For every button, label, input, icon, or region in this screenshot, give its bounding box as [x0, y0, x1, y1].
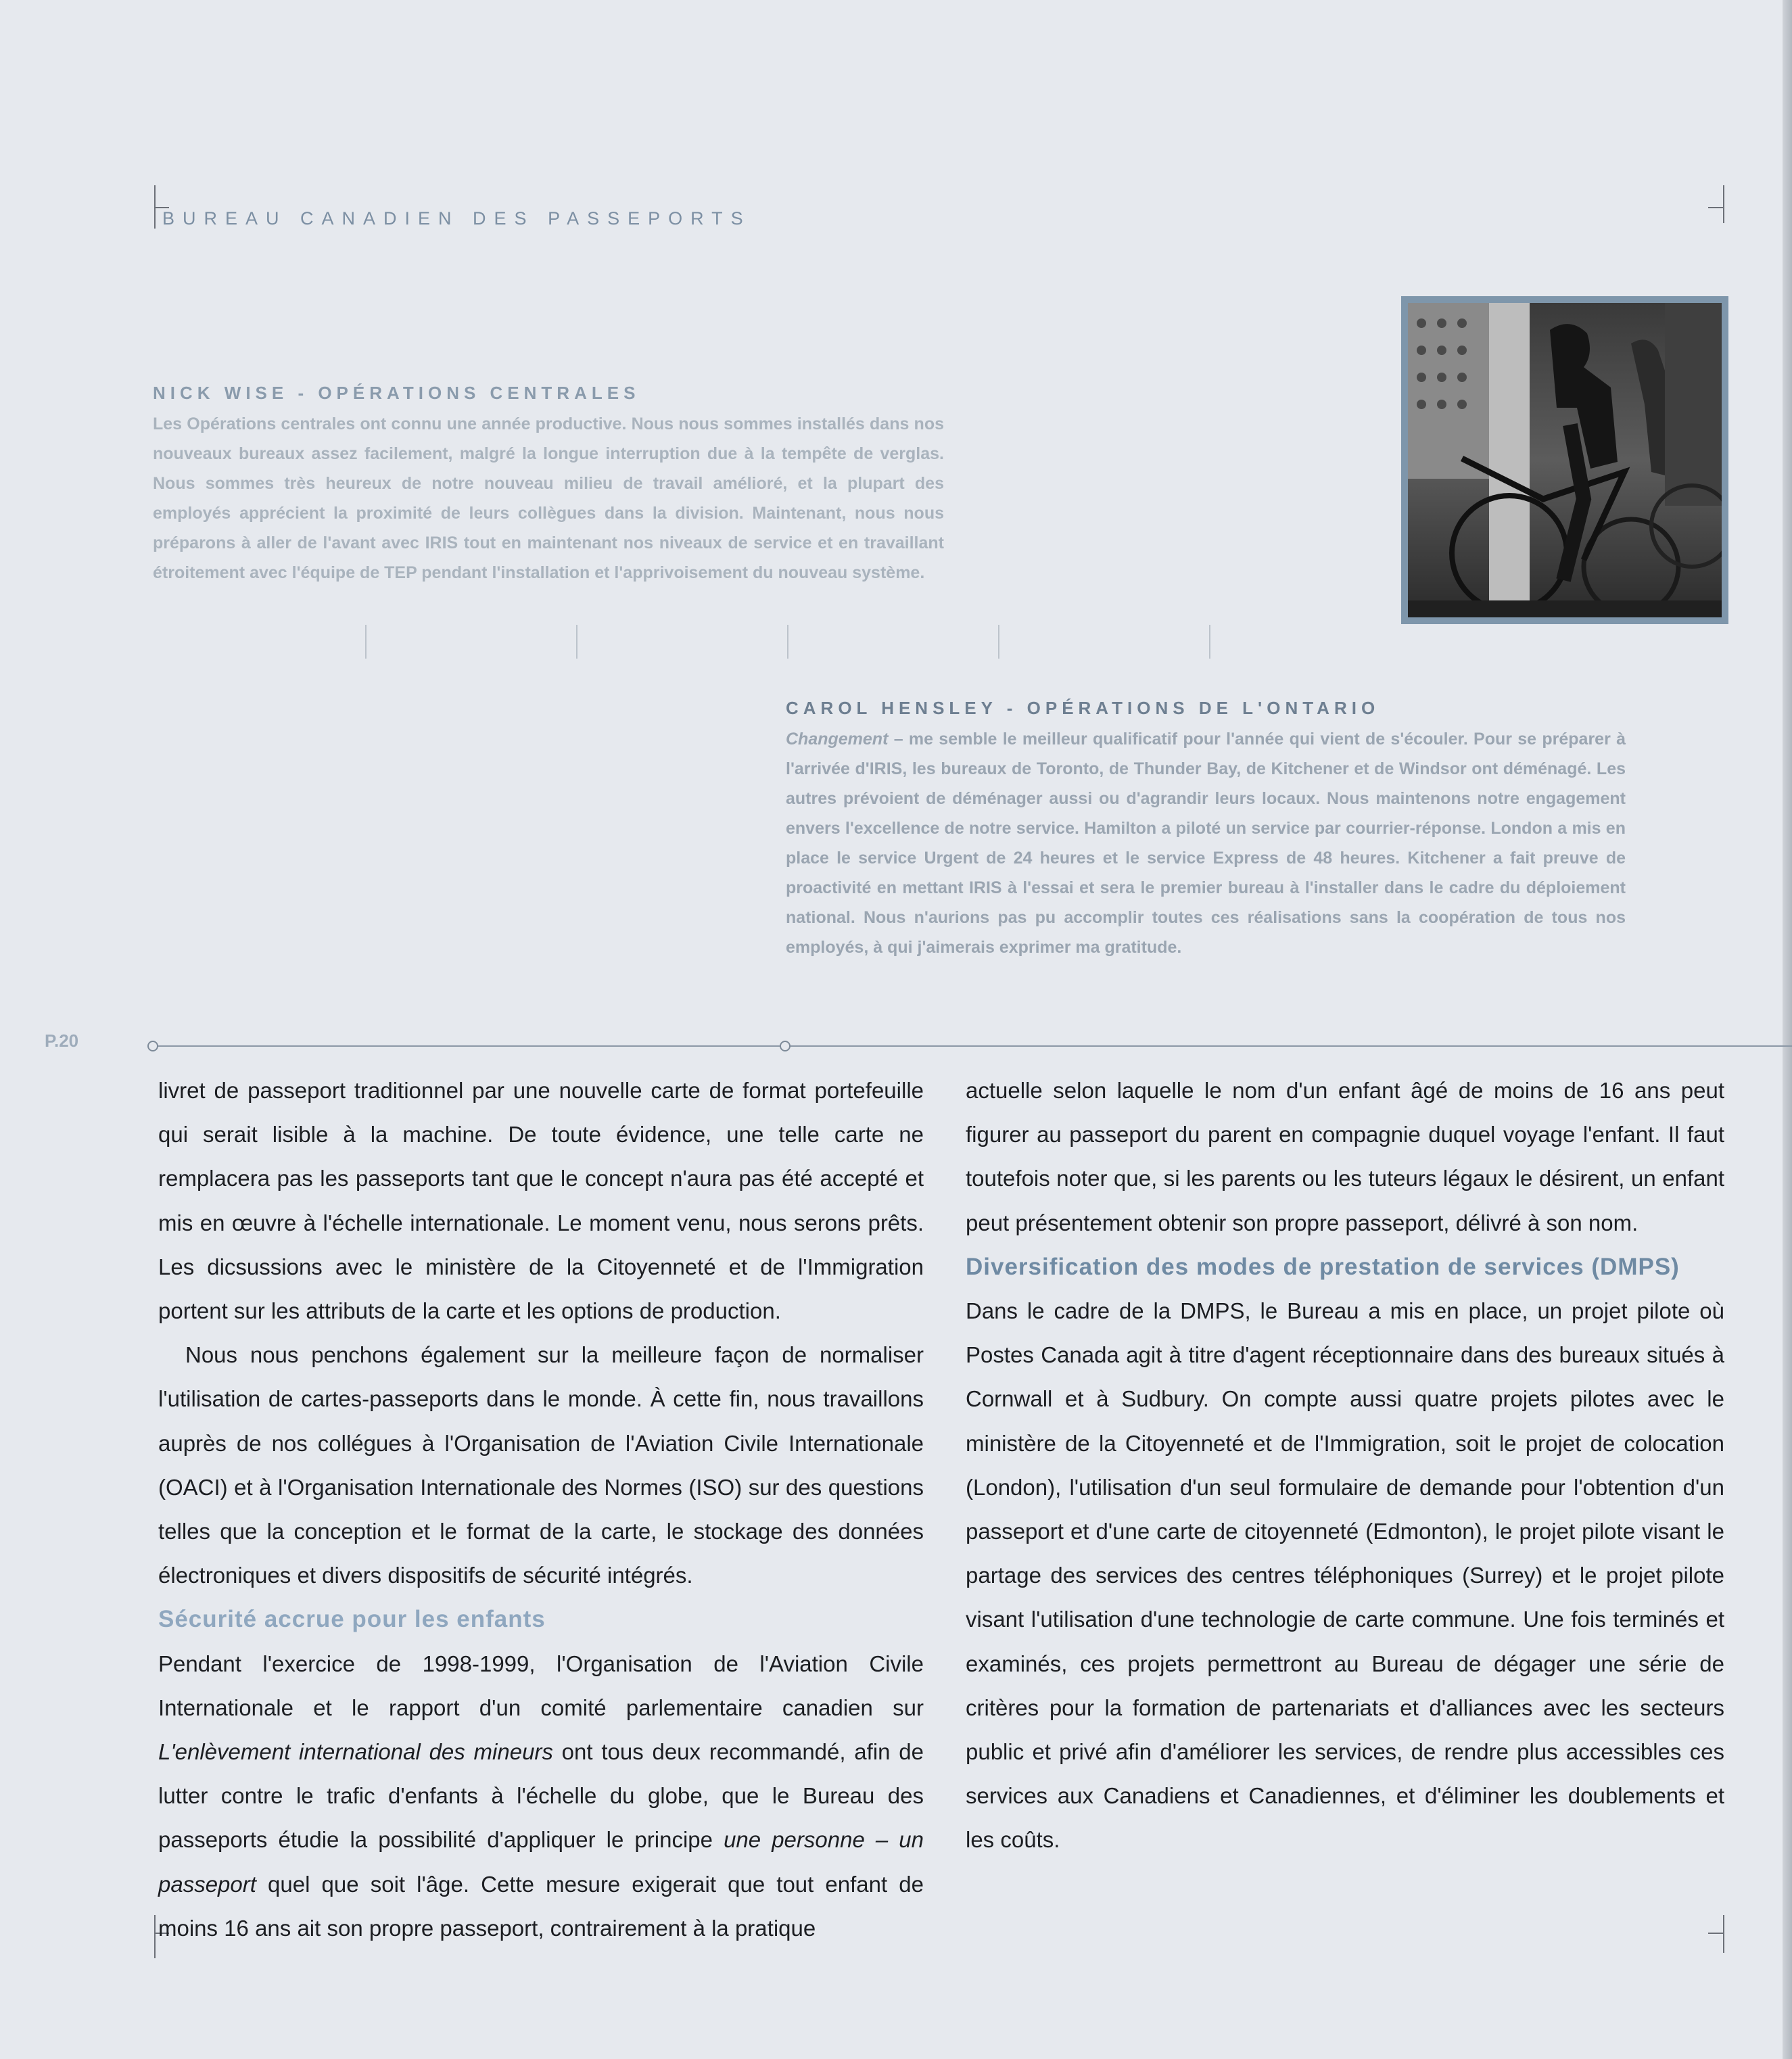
divider-tick [1209, 625, 1210, 659]
testimonial-name: NICK WISE - OPÉRATIONS CENTRALES [153, 383, 640, 403]
paragraph-text: Pendant l'exercice de 1998-1999, l'Organisation de l'Aviation Civile Internationale et le rapport d'un comité parlementaire canadien sur [158, 1651, 924, 1720]
paragraph: Nous nous penchons également sur la meilleure façon de normaliser l'utilisation de cartes-passeports dans le monde. À cette fin, nous travaillons auprès de nos collégues à l'Organisation de l'Aviation Civile Internationale (OACI) et à l'Organisation Internationale des Normes (ISO) sur des questions telles que la conception et le format de la carte, le stockage des données électroniques et divers dispositifs de sécurité intégrés. [158, 1342, 924, 1588]
paragraph: actuelle selon laquelle le nom d'un enfant âgé de moins de 16 ans peut figurer au passeport du parent en compagnie duquel voyage l'enfant. Il faut toutefois noter que, si les parents ou les tuteurs légaux le désirent, un enfant peut présentement obtenir son propre passeport, délivré à son nom. [966, 1078, 1724, 1235]
paragraph-italic: une personne – un passeport [158, 1827, 924, 1897]
paragraph: livret de passeport traditionnel par une nouvelle carte de format portefeuille qui serait lisible à la machine. De toute évidence, une telle carte ne remplacera pas les passeports tant que le concept n'aura pas été accepté et mis en œuvre à l'échelle internationale. Le moment venu, nous serons prêts. Les dicsussions avec le ministère de la Citoyenneté et de l'Immigration portent sur les attributs de la carte et les options de production. [158, 1078, 924, 1324]
crop-mark-bottom-left [154, 1915, 156, 1958]
photo-cyclists [1401, 296, 1728, 624]
divider-tick [365, 625, 367, 659]
testimonial-text: Les Opérations centrales ont connu une année productive. Nous nous sommes installés dans nos nouveaux bureaux assez facilement, malgré la longue interruption due à la tempête de verglas. Nous sommes très heureux de notre nouveau milieu de travail amélioré, et la plupart des employés apprécient la proximité de leurs collègues dans la division. Maintenant, nous nous préparons à aller de l'avant avec IRIS tout en maintenant nos niveaux de service et en travaillant étroitement avec l'équipe de TEP pendant l'installation et l'apprivoisement du nouveau système. [153, 415, 944, 582]
body-column-right [966, 1068, 1724, 1862]
crop-mark-bottom-right [1708, 1933, 1723, 1934]
testimonial-lead-word: Changement [786, 730, 889, 749]
page-edge-shadow [1783, 0, 1792, 2059]
section-heading: Sécurité accrue pour les enfants [158, 1606, 546, 1633]
paragraph-italic: L'enlèvement international des mineurs [158, 1739, 553, 1765]
section-heading: Diversification des modes de prestation de services (DMPS) [966, 1253, 1680, 1280]
paragraph-text: quel que soit l'âge. Cette mesure exigerait que tout enfant de moins 16 ans ait son propre passeport, contrairement à la pratique [158, 1871, 924, 1941]
rule-marker-center [780, 1041, 791, 1051]
running-header: BUREAU CANADIEN DES PASSEPORTS [162, 208, 751, 229]
page-number: P.20 [45, 1031, 79, 1051]
body-column-left [158, 1068, 924, 1950]
paragraph: Dans le cadre de la DMPS, le Bureau a mis en place, un projet pilote où Postes Canada agit à titre d'agent réceptionnaire dans des bureaux situés à Cornwall et à Sudbury. On compte aussi quatre projets pilotes avec le ministère de la Citoyenneté et de l'Immigration, soit le projet de colocation (London), l'utilisation d'un seul formulaire de demande pour l'obtention d'un passeport et d'une carte de citoyenneté (Edmonton), le projet pilote visant le partage des services des centres téléphoniques (Surrey) et le projet pilote visant l'utilisation d'une technologie de carte commune. Une fois terminés et examinés, ces projets permettront au Bureau de dégager une série de critères pour la formation de partenariats et d'alliances avec les secteurs public et privé afin d'améliorer les services, de rendre plus accessibles ces services aux Canadiens et Canadiennes, et d'éliminer les doublements et les coûts. [966, 1298, 1724, 1853]
rule-marker-left [147, 1041, 158, 1051]
testimonial-text [786, 724, 1626, 962]
testimonial-text-body: – me semble le meilleur qualificatif pour l'année qui vient de s'écouler. Pour se préparer à l'arrivée d'IRIS, les bureaux de Toronto, de Thunder Bay, de Kitchener et de Windsor ont déménagé. Les autres prévoient de déménager aussi ou d'agrandir leurs locaux. Nous maintenons notre engagement envers l'excellence de notre service. Hamilton a piloté un service par courrier-réponse. London a mis en place le service Urgent de 24 heures et le service Express de 48 heures. Kitchener a fait preuve de proactivité en mettant IRIS à l'essai et sera le premier bureau à l'installer dans le cadre du déploiement national. Nous n'aurions pas pu accomplir toutes ces réalisations sans la coopération de tous nos employés, à qui j'aimerais exprimer ma gratitude. [786, 730, 1626, 957]
testimonial-nick-wise [153, 383, 944, 588]
section-rule [154, 1045, 1792, 1047]
testimonial-carol-hensley [786, 698, 1626, 962]
divider-tick [787, 625, 788, 659]
divider-tick [576, 625, 577, 659]
paragraph-text: ont tous deux recommandé, afin de lutter contre le trafic d'enfants à l'échelle du globe, que le Bureau des passeports étudie la possibilité d'appliquer le principe [158, 1739, 924, 1853]
testimonial-name: CAROL HENSLEY - OPÉRATIONS DE L'ONTARIO [786, 698, 1380, 718]
paragraph [158, 1642, 924, 1950]
crop-mark-top-right [1723, 185, 1724, 223]
crop-mark-bottom-right [1723, 1915, 1724, 1953]
crop-mark-top-right [1708, 207, 1723, 208]
photo-image [1408, 303, 1722, 617]
divider-tick [998, 625, 999, 659]
